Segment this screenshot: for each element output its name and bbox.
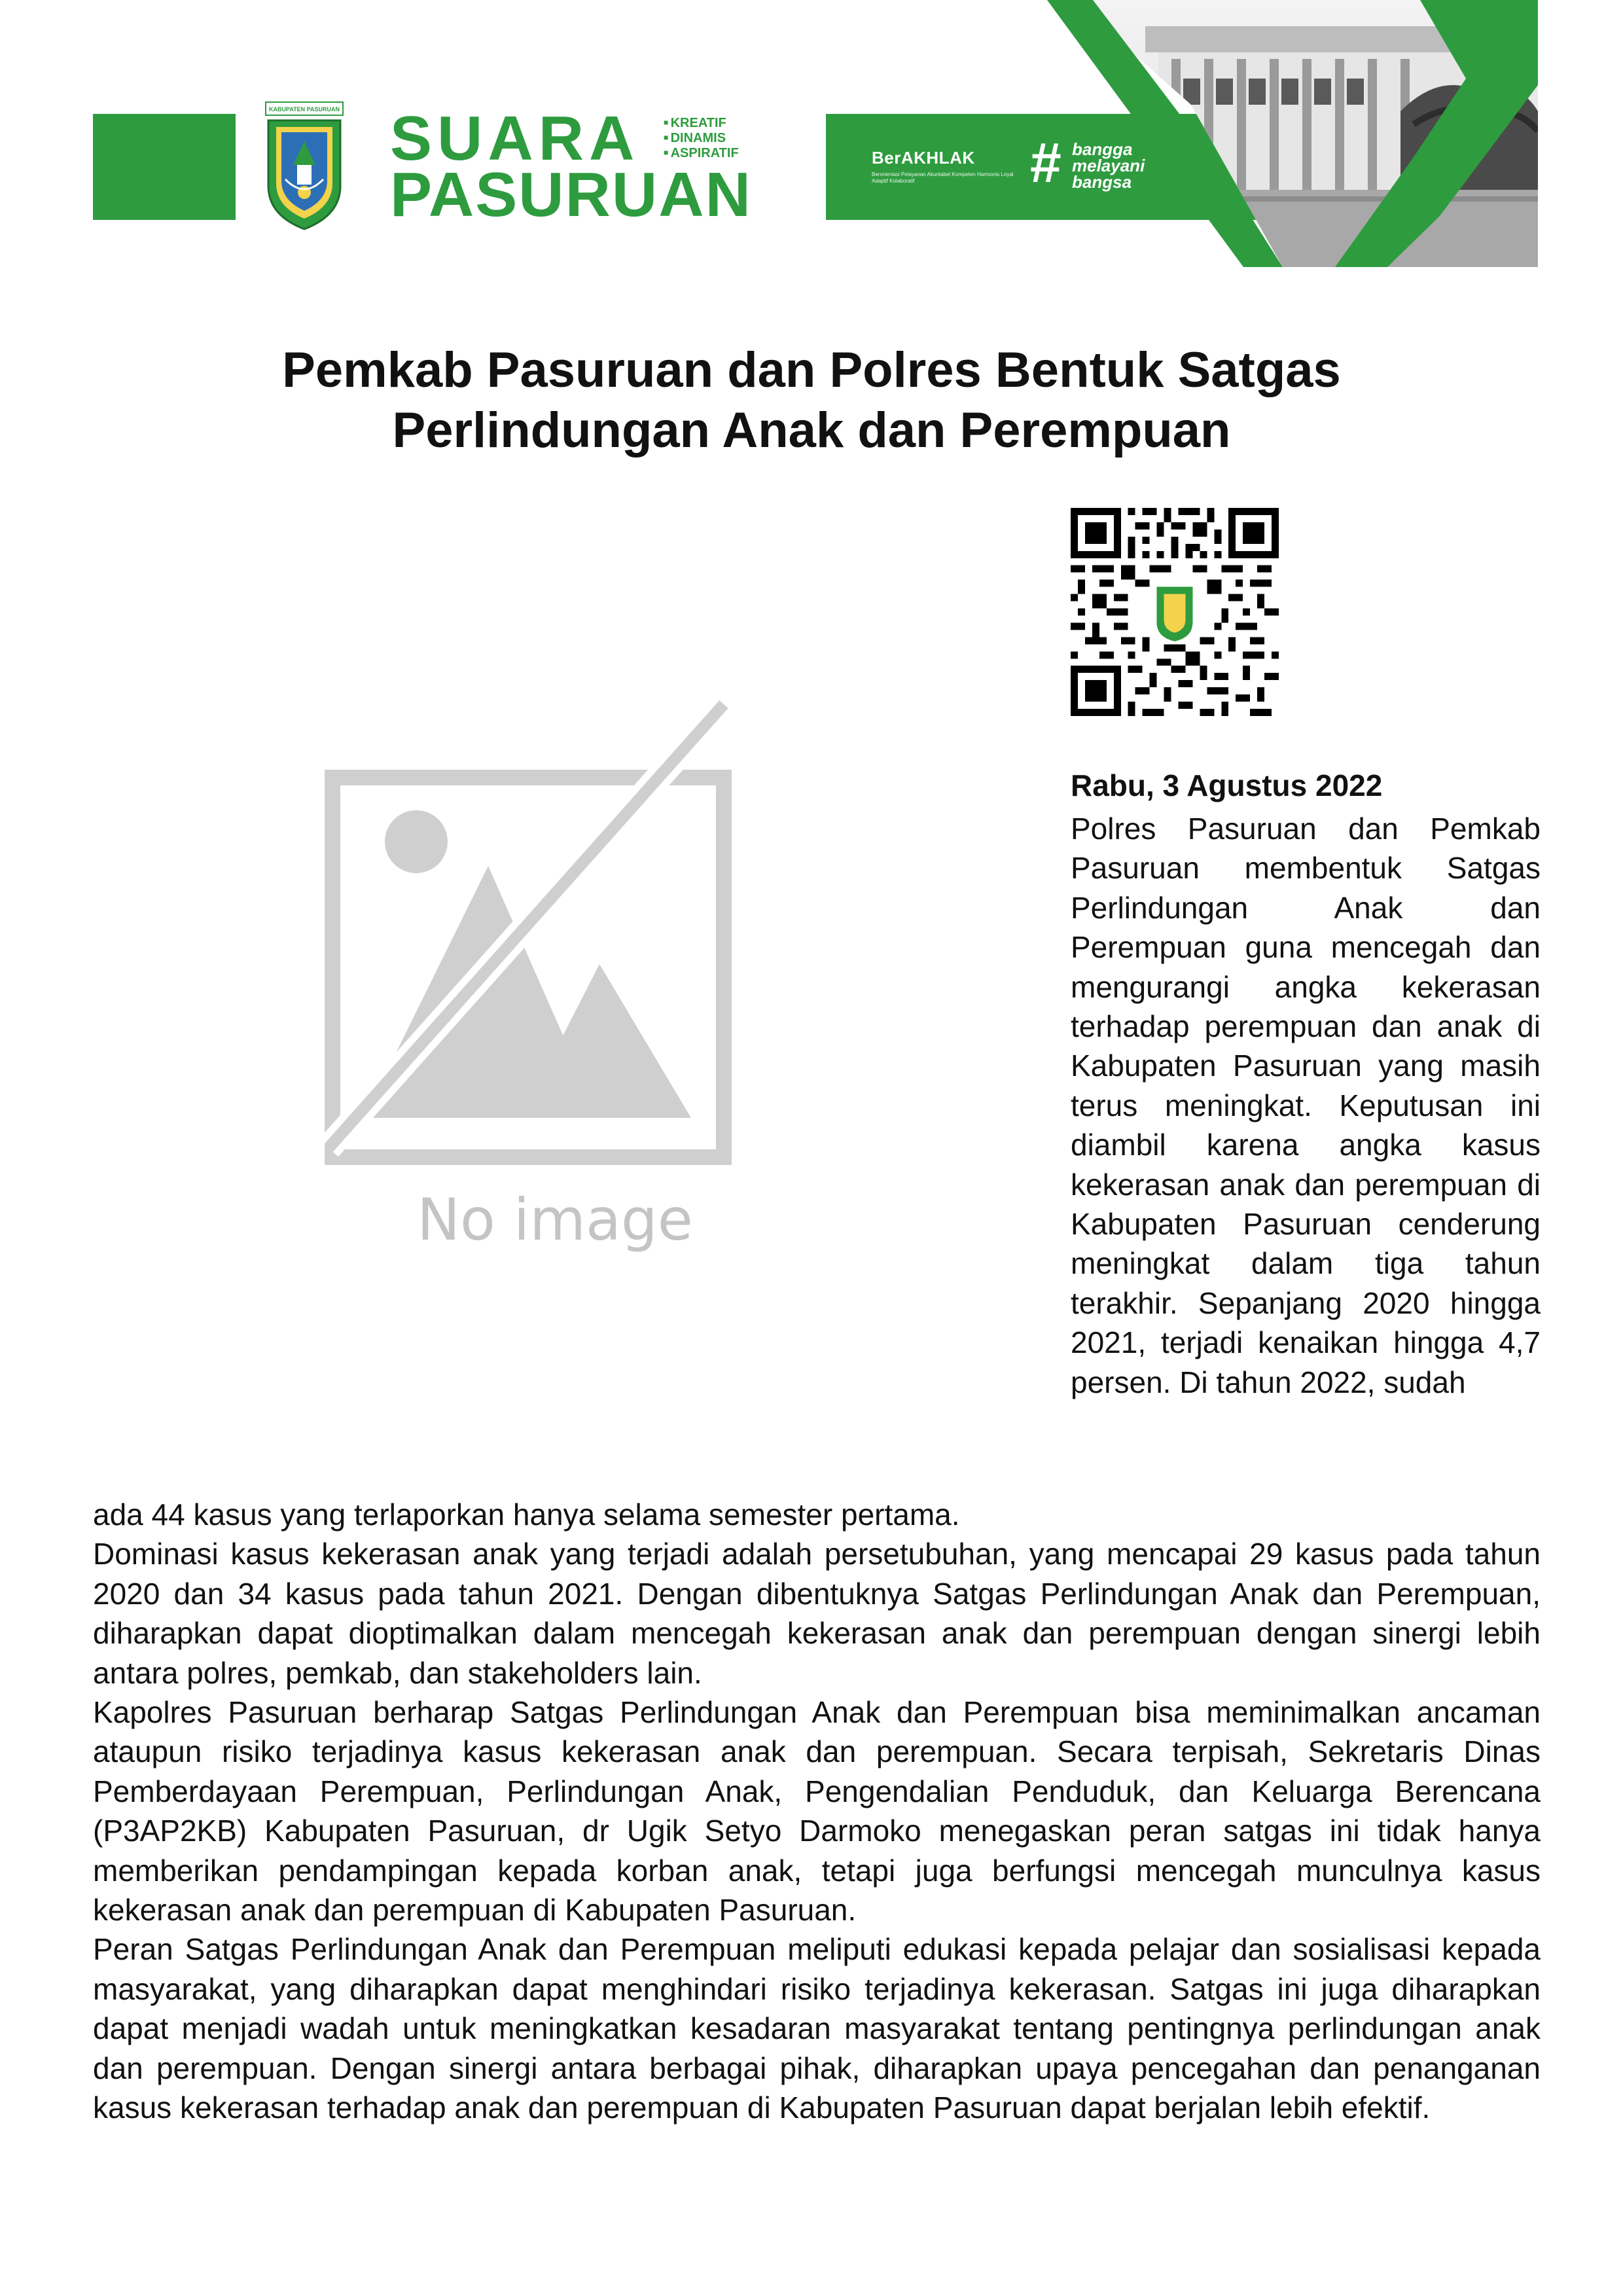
berakhlak-logo-text: BerAKHLAK bbox=[872, 148, 975, 168]
article-date: Rabu, 3 Agustus 2022 bbox=[1071, 768, 1383, 802]
brand-line-suara: SUARA bbox=[390, 103, 640, 173]
no-image-icon bbox=[325, 699, 806, 1268]
article-paragraph: Dominasi kasus kekerasan anak yang terjadi adalah persetubuhan, yang mencapai 29 kasus pada tahun 2020 dan 34 kasus pada tahun 2021. Dengan dibentuknya Satgas Perlindungan Anak dan Perempuan, diharapkan dapat dioptimalkan dalam mencegah kekerasan anak dan perempuan dengan sinergi lebih antara polres, pemkab, dan stakeholders lain. bbox=[93, 1537, 1541, 1690]
qr-code-icon[interactable] bbox=[1071, 508, 1279, 716]
slogan-line: bangsa bbox=[1072, 172, 1132, 192]
slogan-line: melayani bbox=[1072, 156, 1145, 175]
header-green-block-left bbox=[93, 114, 236, 220]
article-intro-column: Polres Pasuruan dan Pemkab Pasuruan membentuk Satgas Perlindungan Anak dan Perempuan guna mencegah dan mengurangi angka kekerasan terhadap perempuan dan anak di Kabupaten Pasuruan yang masih terus meningkat. Keputusan ini diambil karena angka kasus kekerasan anak dan perempuan di Kabupaten Pasuruan cenderung meningkat dalam tiga tahun terakhir. Sepanjang 2020 hingga 2021, terjadi kenaikan hingga 4,7 persen. Di tahun 2022, sudah bbox=[1071, 812, 1541, 1399]
article-paragraph: ada 44 kasus yang terlaporkan hanya selama semester pertama. bbox=[93, 1498, 960, 1532]
article-body bbox=[93, 1495, 1541, 2128]
article-image-placeholder bbox=[325, 699, 806, 1268]
building-photo-banner bbox=[1047, 0, 1538, 267]
bangga-melayani-bangsa-slogan bbox=[1072, 141, 1145, 190]
article-title-line: Perlindungan Anak dan Perempuan bbox=[392, 403, 1231, 458]
pasuruan-emblem-icon bbox=[262, 101, 347, 232]
berakhlak-subtitle: Berorientasi Pelayanan Akuntabel Kompeten Harmonis Loyal Adaptif Kolaboratif bbox=[872, 171, 1014, 184]
hashtag-glyph: # bbox=[1030, 132, 1061, 194]
brand-line-pasuruan: PASURUAN bbox=[390, 160, 752, 230]
article-paragraph: Kapolres Pasuruan berharap Satgas Perlindungan Anak dan Perempuan bisa meminimalkan ancaman ataupun risiko terjadinya kasus kekerasan anak dan perempuan. Secara terpisah, Sekretaris Dinas Pemberdayaan Perempuan, Perlindungan Anak, Pengendalian Penduduk, dan Keluarga Berencana (P3AP2KB) Kabupaten Pasuruan, dr Ugik Setyo Darmoko menegaskan peran satgas ini tidak hanya memberikan pendampingan kepada korban anak, tetapi juga berfungsi mencegah munculnya kasus kekerasan anak dan perempuan di Kabupaten Pasuruan. bbox=[93, 1695, 1541, 1928]
svg-text:KABUPATEN PASURUAN: KABUPATEN PASURUAN bbox=[269, 106, 340, 113]
no-image-label: No image bbox=[417, 1186, 693, 1253]
article-paragraph: Peran Satgas Perlindungan Anak dan Perempuan meliputi edukasi kepada pelajar dan sosialisasi kepada masyarakat, yang diharapkan dapat menghindari risiko terjadinya kekerasan. Satgas ini juga diharapkan dapat menjadi wadah untuk meningkatkan kesadaran masyarakat tentang pentingnya perlindungan anak dan perempuan. Dengan sinergi antara berbagai pihak, diharapkan upaya pencegahan dan penanganan kasus kekerasan terhadap anak dan perempuan di Kabupaten Pasuruan dapat berjalan lebih efektif. bbox=[93, 1932, 1541, 2125]
tagline-item: ■ KREATIF bbox=[664, 115, 755, 130]
article-title bbox=[131, 340, 1492, 461]
slogan-line: bangga bbox=[1072, 139, 1133, 159]
tagline-item: ■ ASPIRATIF bbox=[664, 145, 755, 160]
article-title-line: Pemkab Pasuruan dan Polres Bentuk Satgas bbox=[282, 342, 1341, 398]
brand-taglines bbox=[664, 115, 755, 160]
tagline-item: ■ DINAMIS bbox=[664, 130, 755, 145]
